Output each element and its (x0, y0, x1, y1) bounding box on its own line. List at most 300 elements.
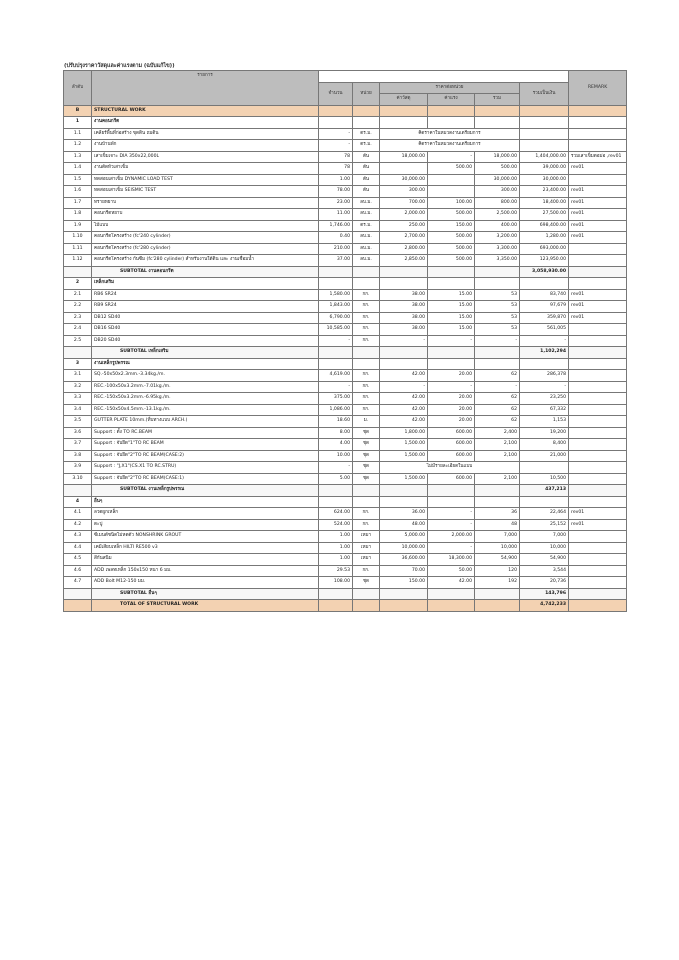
row-unit: กก. (353, 381, 380, 393)
row-labor (428, 174, 475, 186)
row-labor: - (428, 508, 475, 520)
row-sum: 36 (475, 508, 520, 520)
row-item: คอนกรีตโครงสร้าง (fc'280 cylinder) (92, 243, 319, 255)
row-remark (569, 381, 627, 393)
row-labor: 2,000.00 (428, 531, 475, 543)
row-qty: 10,585.00 (319, 324, 353, 336)
row-amount: 23,400.00 (520, 186, 569, 198)
row-sum: 53 (475, 289, 520, 301)
row-amount: 698,400.00 (520, 220, 569, 232)
row-material: 42.00 (380, 370, 428, 382)
total-amount: 4,742,233 (520, 600, 569, 612)
table-row (64, 128, 627, 140)
row-remark: rev01 (569, 232, 627, 244)
table-row (64, 151, 627, 163)
row-item: RB9 SR24 (92, 301, 319, 313)
row-remark (569, 554, 627, 566)
group-title: งานเหล็กรูปพรรณ (92, 358, 319, 370)
row-no: 3.9 (64, 462, 92, 474)
row-qty: 108.00 (319, 577, 353, 589)
row-no: 4.2 (64, 519, 92, 531)
header-material: ค่าวัสดุ (380, 94, 428, 106)
row-labor: 42.00 (428, 577, 475, 589)
row-unit: กก. (353, 324, 380, 336)
row-unit: กก. (353, 312, 380, 324)
row-no: 3.3 (64, 393, 92, 405)
row-item: คอนกรีตโครงสร้าง (fc'240 cylinder) (92, 232, 319, 244)
section-title: STRUCTURAL WORK (92, 105, 319, 117)
row-qty: - (319, 140, 353, 152)
row-sum: 400.00 (475, 220, 520, 232)
row-remark: rev01 (569, 508, 627, 520)
row-qty: 4.00 (319, 439, 353, 451)
row-sum: 120 (475, 565, 520, 577)
table-row (64, 312, 627, 324)
row-item: ADD เพลทเหล็ก 150x150 หนา 6 มม. (92, 565, 319, 577)
row-item: Support : จับยึด"2"TO RC BEAM(CASE:1) (92, 473, 319, 485)
row-unit: ลบ.ม. (353, 232, 380, 244)
row-no: 1.3 (64, 151, 92, 163)
total-row (64, 600, 627, 612)
row-item: ซีเมนต์ชนิดไม่หดตัว NONSHRINK GROUT (92, 531, 319, 543)
row-material: 2,000.00 (380, 209, 428, 221)
row-sum: 3,350.00 (475, 255, 520, 267)
row-no: 3.8 (64, 450, 92, 462)
row-no: 1.10 (64, 232, 92, 244)
row-no: 1.4 (64, 163, 92, 175)
row-item: ไม้แบบ (92, 220, 319, 232)
row-item: GUTTER PLATE 10mm.(ที่บทางแบบ ARCH.) (92, 416, 319, 428)
row-item: DB12 SD40 (92, 312, 319, 324)
row-item: ตะปู (92, 519, 319, 531)
row-item: REC.-150x50x4.5mm.-13.1kg./m. (92, 404, 319, 416)
row-sum: 2,100 (475, 473, 520, 485)
row-item: Support : จับยึด"2"TO RC BEAM(CASE:2) (92, 450, 319, 462)
row-material: 18,000.00 (380, 151, 428, 163)
row-sum: 62 (475, 370, 520, 382)
row-remark (569, 393, 627, 405)
row-amount: 10,000 (520, 542, 569, 554)
row-item: ลวดผูกเหล็ก (92, 508, 319, 520)
header-remark: REMARK (569, 71, 627, 106)
row-amount: 10,500 (520, 473, 569, 485)
row-labor: 150.00 (428, 220, 475, 232)
row-qty: 8.00 (319, 427, 353, 439)
table-row (64, 416, 627, 428)
group-title: งานคอนกรีต (92, 117, 319, 129)
row-sum: 48 (475, 519, 520, 531)
table-row (64, 462, 627, 474)
row-sum: 300.00 (475, 186, 520, 198)
row-item: DB20 SD40 (92, 335, 319, 347)
row-material: 48.00 (380, 519, 428, 531)
table-row (64, 565, 627, 577)
row-unit: ต้น (353, 186, 380, 198)
row-labor: 500.00 (428, 209, 475, 221)
row-item: เสาเข็มเจาะ DIA 350x22,000L (92, 151, 319, 163)
row-unit: ชุด (353, 439, 380, 451)
row-unit: กก. (353, 335, 380, 347)
row-item: งานบ้านพัก (92, 140, 319, 152)
row-amount: 97,679 (520, 301, 569, 313)
table-row (64, 381, 627, 393)
row-qty: 1.00 (319, 174, 353, 186)
row-item: SQ.-50x50x2.3mm.-3.34kg./m. (92, 370, 319, 382)
row-merged-note: ไม่มีรายละเอียดในแบบ (380, 462, 520, 474)
section-row (64, 105, 627, 117)
row-qty: - (319, 381, 353, 393)
row-material: 30,000.00 (380, 174, 428, 186)
row-amount: 22,464 (520, 508, 569, 520)
row-sum: 18,000.00 (475, 151, 520, 163)
row-unit: กก. (353, 508, 380, 520)
row-sum: 62 (475, 393, 520, 405)
row-amount: 359,870 (520, 312, 569, 324)
table-row (64, 163, 627, 175)
row-qty: - (319, 128, 353, 140)
row-unit: ชุด (353, 473, 380, 485)
row-item: เคลียร์พื้นที่ก่อสร้าง ขุดดิน ถมดิน (92, 128, 319, 140)
row-labor: 500.00 (428, 255, 475, 267)
row-item: ทรายหยาบ (92, 197, 319, 209)
row-sum: - (475, 335, 520, 347)
row-qty: 0.40 (319, 232, 353, 244)
row-qty: 10.00 (319, 450, 353, 462)
row-qty: 5.00 (319, 473, 353, 485)
row-qty: 1.00 (319, 531, 353, 543)
row-unit: ตร.ม. (353, 220, 380, 232)
row-unit: ตร.ม. (353, 140, 380, 152)
table-row (64, 232, 627, 244)
group-no: 4 (64, 496, 92, 508)
row-labor: 500.00 (428, 163, 475, 175)
row-item: Support : จับยึด"1"TO RC BEAM (92, 439, 319, 451)
row-item: RB6 SR24 (92, 289, 319, 301)
row-sum: 62 (475, 404, 520, 416)
row-amount: 20,736 (520, 577, 569, 589)
row-no: 3.2 (64, 381, 92, 393)
row-remark (569, 174, 627, 186)
row-material: 150.00 (380, 577, 428, 589)
row-no: 4.6 (64, 565, 92, 577)
row-remark: rev01 (569, 209, 627, 221)
row-unit: กก. (353, 565, 380, 577)
header-unit: หน่วย (353, 82, 380, 105)
row-amount: 561,005 (520, 324, 569, 336)
row-no: 1.6 (64, 186, 92, 198)
row-qty: 1.00 (319, 554, 353, 566)
table-row (64, 324, 627, 336)
row-item: DB16 SD40 (92, 324, 319, 336)
row-material: 1,800.00 (380, 427, 428, 439)
row-qty: 4,619.00 (319, 370, 353, 382)
row-no: 1.9 (64, 220, 92, 232)
row-material: 38.00 (380, 324, 428, 336)
table-row (64, 370, 627, 382)
group-row (64, 496, 627, 508)
row-material: 700.00 (380, 197, 428, 209)
row-labor: 50.00 (428, 565, 475, 577)
row-amount: 19,200 (520, 427, 569, 439)
row-unit: ชุด (353, 462, 380, 474)
row-qty: 210.00 (319, 243, 353, 255)
row-sum: 2,100 (475, 439, 520, 451)
table-row (64, 197, 627, 209)
row-labor: 500.00 (428, 232, 475, 244)
row-sum: 7,000 (475, 531, 520, 543)
table-row (64, 209, 627, 221)
row-remark: rev01 (569, 197, 627, 209)
table-row (64, 186, 627, 198)
row-qty: 78.00 (319, 186, 353, 198)
header-amount: รวมเป็นเงิน (520, 82, 569, 105)
row-material: 2,800.00 (380, 243, 428, 255)
row-material: 70.00 (380, 565, 428, 577)
row-qty: 375.00 (319, 393, 353, 405)
row-unit: กก. (353, 301, 380, 313)
row-qty: 1,580.00 (319, 289, 353, 301)
row-no: 4.4 (64, 542, 92, 554)
row-sum: 62 (475, 416, 520, 428)
table-row (64, 519, 627, 531)
row-labor: 600.00 (428, 450, 475, 462)
row-amount: 286,378 (520, 370, 569, 382)
row-sum: 800.00 (475, 197, 520, 209)
row-labor: 15.00 (428, 289, 475, 301)
table-row (64, 289, 627, 301)
subtotal-amount: 3,058,930.00 (520, 266, 569, 278)
table-row (64, 174, 627, 186)
row-qty: 23.00 (319, 197, 353, 209)
row-no: 3.10 (64, 473, 92, 485)
row-item: งานตัดหัวเสาเข็ม (92, 163, 319, 175)
row-sum: 54,900 (475, 554, 520, 566)
row-remark (569, 565, 627, 577)
group-no: 2 (64, 278, 92, 290)
group-row (64, 358, 627, 370)
row-sum: 2,100 (475, 450, 520, 462)
row-unit: ลบ.ม. (353, 209, 380, 221)
group-row (64, 278, 627, 290)
row-sum: 3,200.00 (475, 232, 520, 244)
row-no: 4.3 (64, 531, 92, 543)
row-material: 300.00 (380, 186, 428, 198)
row-labor: 15.00 (428, 324, 475, 336)
row-remark: rev01 (569, 163, 627, 175)
row-qty: 18.60 (319, 416, 353, 428)
row-no: 4.5 (64, 554, 92, 566)
row-sum: 192 (475, 577, 520, 589)
subtotal-row (64, 588, 627, 600)
document-note: (ปรับปรุงราคาวัสดุและค่าแรงตาม (ฉบับแก้ไข)) (64, 63, 175, 69)
row-qty: 1,746.00 (319, 220, 353, 232)
table-row (64, 439, 627, 451)
row-remark: rev01 (569, 312, 627, 324)
total-label: TOTAL OF STRUCTURAL WORK (92, 600, 319, 612)
row-qty: 29.53 (319, 565, 353, 577)
row-remark (569, 542, 627, 554)
table-row (64, 301, 627, 313)
row-remark (569, 473, 627, 485)
row-amount: - (520, 381, 569, 393)
row-unit: ม. (353, 416, 380, 428)
row-item: เคมีเสียบเหล็ก HILTI RE500 v3 (92, 542, 319, 554)
row-unit: เหมา (353, 531, 380, 543)
subtotal-amount: 143,796 (520, 588, 569, 600)
group-row (64, 117, 627, 129)
row-unit: ต้น (353, 151, 380, 163)
section-code: B (64, 105, 92, 117)
row-item: ADD Bolt M12-150 มม. (92, 577, 319, 589)
subtotal-label: SUBTOTAL เหล็กเสริม (92, 347, 319, 359)
row-remark (569, 416, 627, 428)
row-unit: เหมา (353, 554, 380, 566)
row-labor: - (428, 381, 475, 393)
row-unit: ชุด (353, 577, 380, 589)
table-row (64, 335, 627, 347)
row-sum: 500.00 (475, 163, 520, 175)
row-amount: 54,900 (520, 554, 569, 566)
row-merged-note: คิดราคาในหมวดงานเตรียมการ (380, 128, 520, 140)
table-row (64, 508, 627, 520)
row-remark (569, 370, 627, 382)
row-item: สีกันสนิม (92, 554, 319, 566)
row-qty: 78 (319, 163, 353, 175)
row-no: 1.5 (64, 174, 92, 186)
row-qty: 37.00 (319, 255, 353, 267)
row-no: 2.3 (64, 312, 92, 324)
row-labor: - (428, 519, 475, 531)
row-amount: 83,740 (520, 289, 569, 301)
row-material: 1,500.00 (380, 473, 428, 485)
row-no: 1.7 (64, 197, 92, 209)
row-qty: - (319, 335, 353, 347)
table-row (64, 577, 627, 589)
row-sum: - (475, 381, 520, 393)
row-labor: - (428, 151, 475, 163)
table-row (64, 393, 627, 405)
row-amount: 30,000.00 (520, 174, 569, 186)
subtotal-amount: 1,102,294 (520, 347, 569, 359)
row-material: 42.00 (380, 404, 428, 416)
row-unit: ต้น (353, 174, 380, 186)
row-item: คอนกรีตโครงสร้าง กันซึม (fc'280 cylinder) สำหรับงานใต้ดิน และ งานเชื่อมน้ำ (92, 255, 319, 267)
row-amount: - (520, 335, 569, 347)
group-title: อื่นๆ (92, 496, 319, 508)
row-sum: 53 (475, 301, 520, 313)
row-material: 42.00 (380, 393, 428, 405)
row-material (380, 163, 428, 175)
row-unit: ต้น (353, 163, 380, 175)
group-title: เหล็กเสริม (92, 278, 319, 290)
row-sum: 3,300.00 (475, 243, 520, 255)
subtotal-row (64, 485, 627, 497)
row-labor: - (428, 542, 475, 554)
group-no: 1 (64, 117, 92, 129)
table-row (64, 554, 627, 566)
row-no: 1.12 (64, 255, 92, 267)
row-no: 4.1 (64, 508, 92, 520)
row-labor: 600.00 (428, 439, 475, 451)
row-amount: 39,000.00 (520, 163, 569, 175)
row-unit: กก. (353, 393, 380, 405)
subtotal-row (64, 266, 627, 278)
row-material: - (380, 381, 428, 393)
row-qty: 524.00 (319, 519, 353, 531)
row-remark (569, 531, 627, 543)
row-labor: 600.00 (428, 427, 475, 439)
row-sum: 2,500.00 (475, 209, 520, 221)
row-material: 1,500.00 (380, 439, 428, 451)
table-row (64, 450, 627, 462)
row-unit: ชุด (353, 450, 380, 462)
row-unit: ชุด (353, 427, 380, 439)
row-remark: rev01 (569, 289, 627, 301)
row-material: 36.00 (380, 508, 428, 520)
header-no: ลำดับ (64, 71, 92, 106)
row-no: 3.5 (64, 416, 92, 428)
row-sum: 53 (475, 324, 520, 336)
row-amount: 693,000.00 (520, 243, 569, 255)
row-no: 1.2 (64, 140, 92, 152)
row-qty: 6,790.00 (319, 312, 353, 324)
row-unit: ตร.ม. (353, 128, 380, 140)
table-row (64, 404, 627, 416)
header-item: รายการ (92, 71, 319, 106)
boq-table (63, 70, 627, 612)
row-amount: 3,544 (520, 565, 569, 577)
row-amount: 1,153 (520, 416, 569, 428)
table-row (64, 531, 627, 543)
row-material: 38.00 (380, 312, 428, 324)
row-qty: 1,843.00 (319, 301, 353, 313)
row-labor: 20.00 (428, 393, 475, 405)
table-row (64, 255, 627, 267)
row-material: - (380, 335, 428, 347)
row-material: 1,500.00 (380, 450, 428, 462)
row-qty: 78 (319, 151, 353, 163)
row-unit: กก. (353, 404, 380, 416)
subtotal-label: SUBTOTAL งานเหล็กรูปพรรณ (92, 485, 319, 497)
subtotal-label: SUBTOTAL งานคอนกรีต (92, 266, 319, 278)
row-labor: 20.00 (428, 416, 475, 428)
row-no: 3.4 (64, 404, 92, 416)
row-item: Support : ตั้ง TO RC.BEAM (92, 427, 319, 439)
row-amount: 1,404,000.00 (520, 151, 569, 163)
row-material: 2,850.00 (380, 255, 428, 267)
table-row (64, 427, 627, 439)
row-remark (569, 404, 627, 416)
row-no: 1.1 (64, 128, 92, 140)
row-remark: rev01 (569, 519, 627, 531)
row-no: 2.2 (64, 301, 92, 313)
row-sum: 30,000.00 (475, 174, 520, 186)
row-material: 42.00 (380, 416, 428, 428)
row-no: 1.8 (64, 209, 92, 221)
row-labor: 20.00 (428, 370, 475, 382)
row-remark (569, 255, 627, 267)
row-remark (569, 450, 627, 462)
header-qty: จำนวน (319, 82, 353, 105)
row-labor: 18,300.00 (428, 554, 475, 566)
row-material: 5,000.00 (380, 531, 428, 543)
row-material: 10,000.00 (380, 542, 428, 554)
row-remark (569, 439, 627, 451)
row-no: 4.7 (64, 577, 92, 589)
row-sum: 53 (475, 312, 520, 324)
row-unit: ลบ.ม. (353, 255, 380, 267)
row-amount: 25,152 (520, 519, 569, 531)
